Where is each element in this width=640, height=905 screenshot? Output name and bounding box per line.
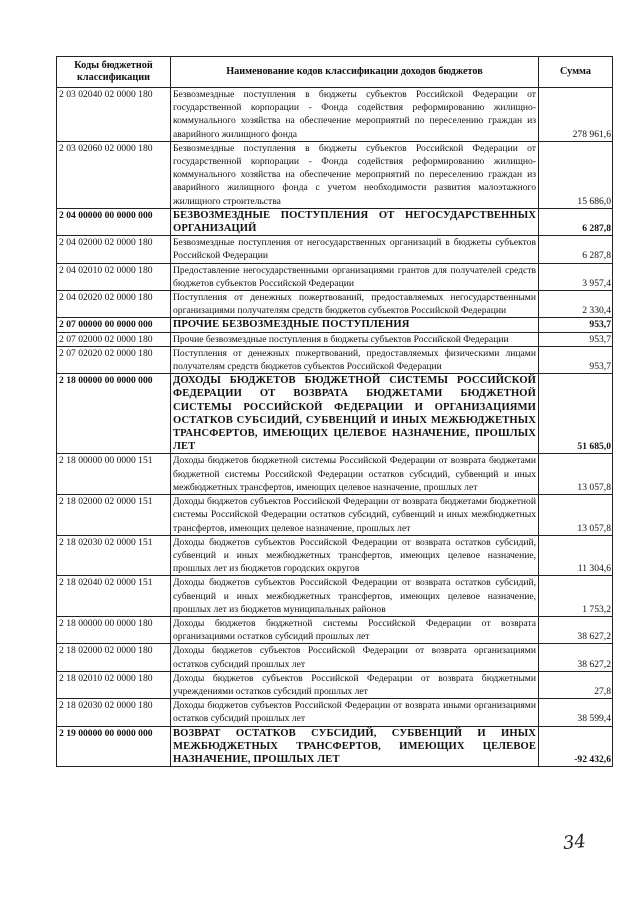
- row-code: 2 04 00000 00 0000 000: [57, 208, 171, 235]
- row-name: ДОХОДЫ БЮДЖЕТОВ БЮДЖЕТНОЙ СИСТЕМЫ РОССИЙСКОЙ ФЕДЕРАЦИИ ОТ ВОЗВРАТА БЮДЖЕТАМИ БЮДЖЕТНОЙ СИСТЕМЫ РОССИЙСКОЙ ФЕДЕРАЦИИ И ОРГАНИЗАЦИЯМИ ОСТАТКОВ СУБСИДИЙ, СУБВЕНЦИЙ И ИНЫХ МЕЖБЮДЖЕТНЫХ ТРАНСФЕРТОВ, ИМЕЮЩИХ ЦЕЛЕВОЕ НАЗНАЧЕНИЕ, ПРОШЛЫХ ЛЕТ: [171, 374, 539, 454]
- budget-revenue-table: [56, 56, 613, 767]
- table-row: [57, 454, 613, 495]
- row-sum: 953,7: [539, 332, 613, 346]
- row-sum: 953,7: [539, 318, 613, 332]
- row-name: Доходы бюджетов субъектов Российской Федерации от возврата остатков субсидий, субвенций и иных межбюджетных трансфертов, имеющих целевое назначение, прошлых лет из бюджетов городских округов: [171, 535, 539, 576]
- row-sum: 38 599,4: [539, 699, 613, 726]
- header-sum: Сумма: [539, 57, 613, 88]
- table-row: [57, 535, 613, 576]
- row-sum: 38 627,2: [539, 616, 613, 643]
- table-row: [57, 671, 613, 698]
- row-code: 2 07 02000 02 0000 180: [57, 332, 171, 346]
- row-code: 2 18 02030 02 0000 151: [57, 535, 171, 576]
- row-sum: 13 057,8: [539, 495, 613, 536]
- row-sum: 27,8: [539, 671, 613, 698]
- table-header-row: [57, 57, 613, 88]
- row-name: Доходы бюджетов субъектов Российской Федерации от возврата иными организациями остатков субсидий прошлых лет: [171, 699, 539, 726]
- row-sum: 1 753,2: [539, 576, 613, 617]
- table-row: [57, 291, 613, 318]
- table-row: [57, 644, 613, 671]
- row-code: 2 19 00000 00 0000 000: [57, 726, 171, 767]
- table-row: [57, 616, 613, 643]
- table-row: [57, 236, 613, 263]
- row-name: БЕЗВОЗМЕЗДНЫЕ ПОСТУПЛЕНИЯ ОТ НЕГОСУДАРСТВЕННЫХ ОРГАНИЗАЦИЙ: [171, 208, 539, 235]
- row-sum: 15 686,0: [539, 141, 613, 208]
- row-sum: 3 957,4: [539, 263, 613, 290]
- table-row: [57, 141, 613, 208]
- row-name: Доходы бюджетов субъектов Российской Федерации от возврата бюджетными учреждениями остатков субсидий прошлых лет: [171, 671, 539, 698]
- table-row: [57, 263, 613, 290]
- header-code: Коды бюджетной классификации: [57, 57, 171, 88]
- row-name: Безвозмездные поступления от негосударственных организаций в бюджеты субъектов Российской Федерации: [171, 236, 539, 263]
- table-row: [57, 208, 613, 235]
- row-sum: -92 432,6: [539, 726, 613, 767]
- table-row: [57, 88, 613, 142]
- row-code: 2 18 02040 02 0000 151: [57, 576, 171, 617]
- row-code: 2 03 02060 02 0000 180: [57, 141, 171, 208]
- row-sum: 13 057,8: [539, 454, 613, 495]
- row-code: 2 07 00000 00 0000 000: [57, 318, 171, 332]
- row-name: Безвозмездные поступления в бюджеты субъектов Российской Федерации от государственной корпорации - Фонда содействия реформированию жилищно-коммунального хозяйства на обеспечение мероприятий по переселению граждан из аварийного жилищного фонда с учетом необходимости развития малоэтажного жилищного строительства: [171, 141, 539, 208]
- row-code: 2 04 02020 02 0000 180: [57, 291, 171, 318]
- page-number: 34: [561, 830, 587, 855]
- table-row: [57, 374, 613, 454]
- row-name: Предоставление негосударственными организациями грантов для получателей средств бюджетов субъектов Российской Федерации: [171, 263, 539, 290]
- table-row: [57, 495, 613, 536]
- row-code: 2 03 02040 02 0000 180: [57, 88, 171, 142]
- table-row: [57, 332, 613, 346]
- row-name: Доходы бюджетов субъектов Российской Федерации от возврата организациями остатков субсидий прошлых лет: [171, 644, 539, 671]
- row-sum: 38 627,2: [539, 644, 613, 671]
- table-row: [57, 699, 613, 726]
- row-name: Доходы бюджетов бюджетной системы Российской Федерации от возврата организациями остатков субсидий прошлых лет: [171, 616, 539, 643]
- table-row: [57, 576, 613, 617]
- row-name: Доходы бюджетов субъектов Российской Федерации от возврата остатков субсидий, субвенций и иных межбюджетных трансфертов, имеющих целевое назначение, прошлых лет из бюджетов муниципальных районов: [171, 576, 539, 617]
- row-sum: 51 685,0: [539, 374, 613, 454]
- row-sum: 278 961,6: [539, 88, 613, 142]
- row-code: 2 18 02000 02 0000 180: [57, 644, 171, 671]
- row-code: 2 18 02030 02 0000 180: [57, 699, 171, 726]
- row-code: 2 18 00000 00 0000 180: [57, 616, 171, 643]
- row-sum: 6 287,8: [539, 208, 613, 235]
- row-name: ПРОЧИЕ БЕЗВОЗМЕЗДНЫЕ ПОСТУПЛЕНИЯ: [171, 318, 539, 332]
- table-row: [57, 318, 613, 332]
- row-code: 2 18 02000 02 0000 151: [57, 495, 171, 536]
- row-name: Доходы бюджетов субъектов Российской Федерации от возврата бюджетами бюджетной системы Российской Федерации остатков субсидий, субвенций и иных межбюджетных трансфертов, имеющих целевое назначение, прошлых лет: [171, 495, 539, 536]
- row-name: Прочие безвозмездные поступления в бюджеты субъектов Российской Федерации: [171, 332, 539, 346]
- table-row: [57, 346, 613, 373]
- row-name: Безвозмездные поступления в бюджеты субъектов Российской Федерации от государственной корпорации - Фонда содействия реформированию жилищно-коммунального хозяйства на обеспечение мероприятий по переселению граждан из аварийного жилищного фонда: [171, 88, 539, 142]
- table-row: [57, 726, 613, 767]
- row-code: 2 18 02010 02 0000 180: [57, 671, 171, 698]
- row-name: Доходы бюджетов бюджетной системы Российской Федерации от возврата бюджетами бюджетной системы Российской Федерации остатков субсидий, субвенций и иных межбюджетных трансфертов, имеющих целевое назначение, прошлых лет: [171, 454, 539, 495]
- row-sum: 11 304,6: [539, 535, 613, 576]
- row-name: ВОЗВРАТ ОСТАТКОВ СУБСИДИЙ, СУБВЕНЦИЙ И ИНЫХ МЕЖБЮДЖЕТНЫХ ТРАНСФЕРТОВ, ИМЕЮЩИХ ЦЕЛЕВОЕ НАЗНАЧЕНИЕ, ПРОШЛЫХ ЛЕТ: [171, 726, 539, 767]
- row-name: Поступления от денежных пожертвований, предоставляемых физическими лицами получателям средств бюджетов субъектов Российской Федерации: [171, 346, 539, 373]
- row-code: 2 07 02020 02 0000 180: [57, 346, 171, 373]
- row-code: 2 04 02000 02 0000 180: [57, 236, 171, 263]
- row-sum: 953,7: [539, 346, 613, 373]
- row-name: Поступления от денежных пожертвований, предоставляемых негосударственными организациями получателям средств бюджетов субъектов Российской Федерации: [171, 291, 539, 318]
- row-code: 2 18 00000 00 0000 000: [57, 374, 171, 454]
- row-code: 2 04 02010 02 0000 180: [57, 263, 171, 290]
- row-code: 2 18 00000 00 0000 151: [57, 454, 171, 495]
- table-body: [57, 88, 613, 767]
- row-sum: 6 287,8: [539, 236, 613, 263]
- row-sum: 2 330,4: [539, 291, 613, 318]
- header-name: Наименование кодов классификации доходов бюджетов: [171, 57, 539, 88]
